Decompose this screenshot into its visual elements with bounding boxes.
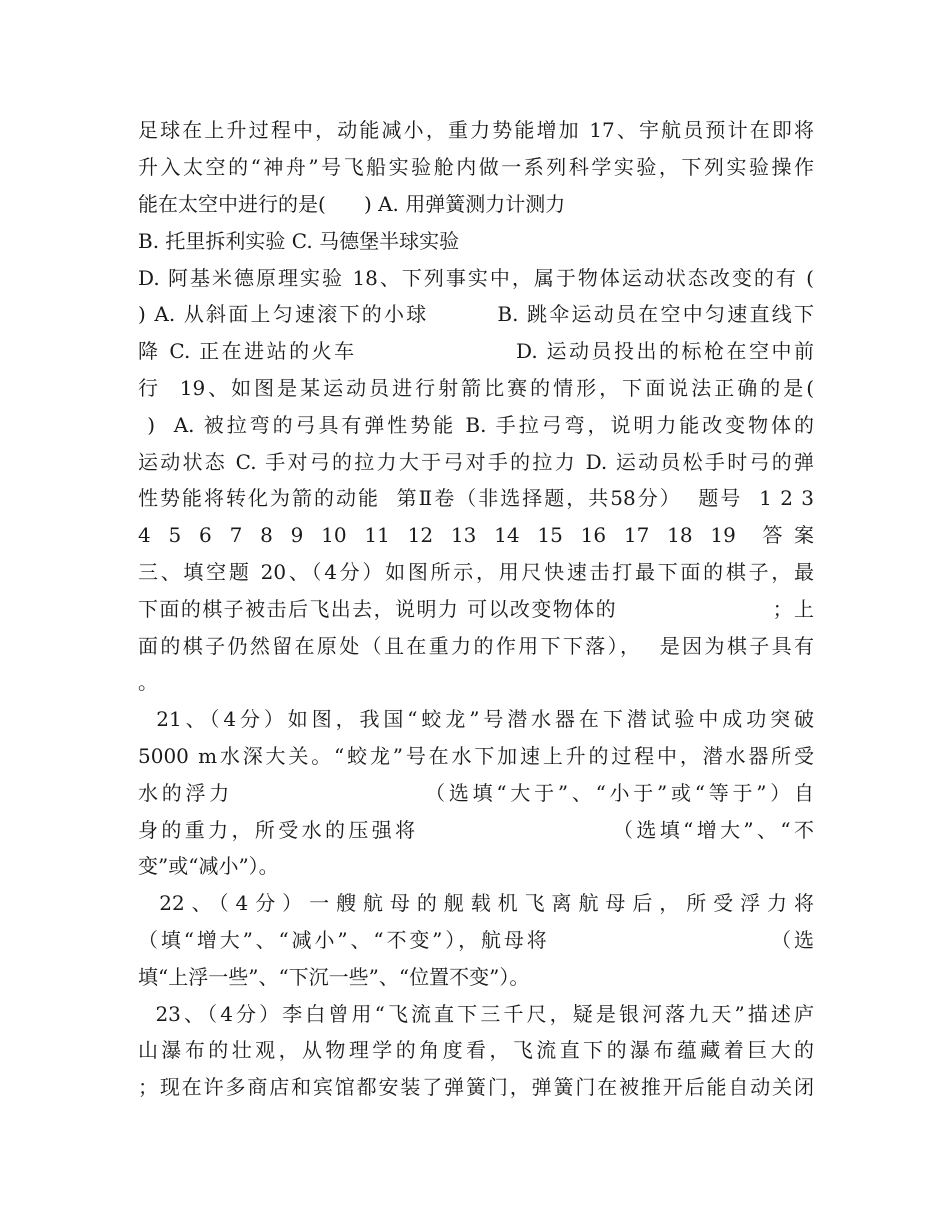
text-line: 性势能将转化为箭的动能 第Ⅱ卷（非选择题，共58分） 题号 1 2 3 (138, 486, 814, 510)
text-line: 能在太空中进行的是( ) A. 用弹簧测力计测力 (138, 192, 566, 216)
text-line: 21、（4分）如图，我国“蛟龙”号潜水器在下潜试验中成功突破 (146, 707, 814, 731)
text-line: ) A. 从斜面上匀速滚下的小球 B. 跳伞运动员在空中匀速直线下 (138, 302, 814, 326)
text-line: （填“增大”、“减小”、“不变”），航母将 （选 (138, 928, 814, 952)
text-line: 5000 m水深大关。“蛟龙”号在水下加速上升的过程中，潜水器所受 (138, 744, 814, 768)
text-line: 行 19、如图是某运动员进行射箭比赛的情形，下面说法正确的是( (138, 376, 814, 400)
text-line: 。 (138, 670, 158, 694)
text-line: 水的浮力 （选填“大于”、“小于”或“等于”）自 (138, 781, 814, 805)
text-line: D. 阿基米德原理实验 18、下列事实中，属于物体运动状态改变的有 ( (138, 266, 814, 290)
text-line: 23、（4分）李白曾用“飞流直下三千尺，疑是银河落九天”描述庐 (146, 1002, 814, 1026)
text-line: 足球在上升过程中，动能减小，重力势能增加 17、宇航员预计在即将 (138, 118, 814, 142)
text-line: 下面的棋子被击后飞出去，说明力 可以改变物体的 ；上 (138, 597, 814, 621)
text-line: ) A. 被拉弯的弓具有弹性势能 B. 手拉弓弯，说明力能改变物体的 (138, 413, 814, 437)
text-line: 山瀑布的壮观，从物理学的角度看，飞流直下的瀑布蕴藏着巨大的 (138, 1038, 814, 1062)
text-line: 填“上浮一些”、“下沉一些”、“位置不变”）。 (138, 965, 530, 989)
text-line: 降 C. 正在进站的火车 D. 运动员投出的标枪在空中前 (138, 339, 814, 363)
text-line: 身的重力，所受水的压强将 （选填“增大”、“不 (138, 818, 814, 842)
text-line: B. 托里拆利实验 C. 马德堡半球实验 (138, 229, 460, 253)
text-line: 变”或“减小”）。 (138, 854, 279, 878)
text-line: 运动状态 C. 手对弓的拉力大于弓对手的拉力 D. 运动员松手时弓的弹 (138, 450, 814, 474)
text-line: 升入太空的“神舟”号飞船实验舱内做一系列科学实验，下列实验操作 (138, 155, 814, 179)
text-line: ；现在许多商店和宾馆都安装了弹簧门，弹簧门在被推开后能自动关闭 (138, 1075, 814, 1099)
text-line: 22、（4分）一艘航母的舰载机飞离航母后，所受浮力将 (146, 891, 814, 915)
text-line: 三、填空题 20、（4分）如图所示，用尺快速击打最下面的棋子，最 (138, 560, 814, 584)
text-line: 面的棋子仍然留在原处（且在重力的作用下下落）， 是因为棋子具有 (138, 634, 814, 658)
text-line: 4 5 6 7 8 9 10 11 12 13 14 15 16 17 18 19 答 案 (138, 523, 814, 547)
